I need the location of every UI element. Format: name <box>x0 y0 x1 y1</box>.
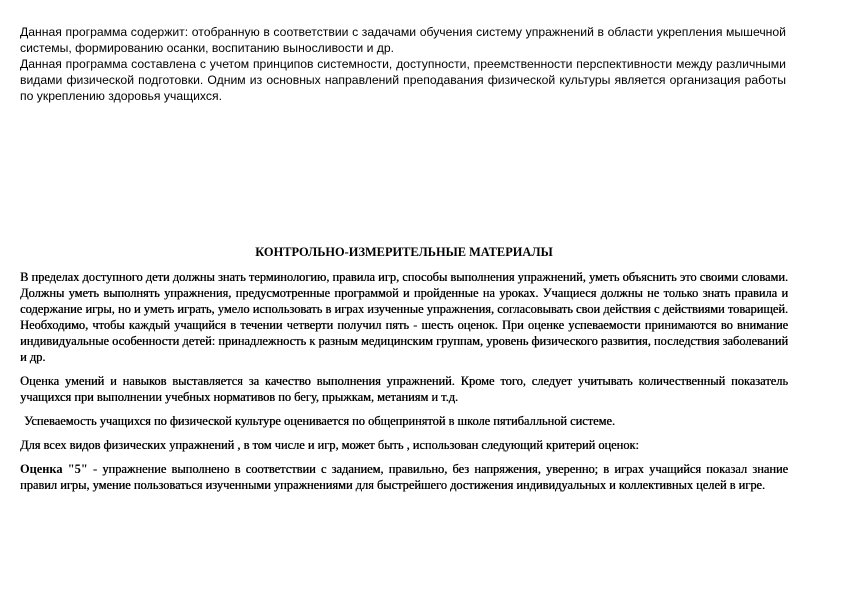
section-paragraph: В пределах доступного дети должны знать терминологию, правила игр, способы выполнения упражнений, уметь объяснить это своими словами. Должны уметь выполнять упражнения, предусмотренные программой и пройденные на уроках. Учащиеся должны не только знать правила и содержание игры, но и уметь играть, умело использовать в играх изученные упражнения, согласовывать свои действия с действиями товарищей. Необходимо, чтобы каждый учащийся в течении четверти получил пять - шесть оценок. При оценке успеваемости принимаются во внимание индивидуальные особенности детей: принадлежность к разным медицинским группам, уровень физического развития, последствия заболеваний и др. <box>20 270 788 364</box>
section-paragraph: Успеваемость учащихся по физической культуре оценивается по общепринятой в школе пятибалльной системе. <box>24 414 615 428</box>
intro-paragraph: Данная программа содержит: отобранную в соответствии с задачами обучения систему упражнений в области укрепления мышечной системы, формированию осанки, воспитанию выносливости и др. <box>20 25 786 55</box>
section-paragraph: Для всех видов физических упражнений , в том числе и игр, может быть , использован следующий критерий оценок: <box>20 438 639 452</box>
section-title: КОНТРОЛЬНО-ИЗМЕРИТЕЛЬНЫЕ МАТЕРИАЛЫ <box>255 245 553 259</box>
assessment-section <box>20 244 788 501</box>
grade-criterion <box>20 461 788 493</box>
section-paragraph: Оценка умений и навыков выставляется за качество выполнения упражнений. Кроме того, следует учитывать количественный показатель учащихся при выполнении учебных нормативов по бегу, прыжкам, метаниям и т.д. <box>20 374 788 404</box>
grade-description: - упражнение выполнено в соответствии с заданием, правильно, без напряжения, уверенно; в играх учащийся показал знание правил игры, умение пользоваться изученными упражнениями для быстрейшего достижения индивидуальных и коллективных целей в игре. <box>20 462 788 492</box>
intro-paragraph: Данная программа составлена с учетом принципов системности, доступности, преемственности перспективности между различными видами физической подготовки. Одним из основных направлений преподавания физической культуры является организация работы по укреплению здоровья учащихся. <box>20 57 786 103</box>
intro-block <box>20 24 786 104</box>
grade-label: Оценка "5" <box>20 462 88 476</box>
